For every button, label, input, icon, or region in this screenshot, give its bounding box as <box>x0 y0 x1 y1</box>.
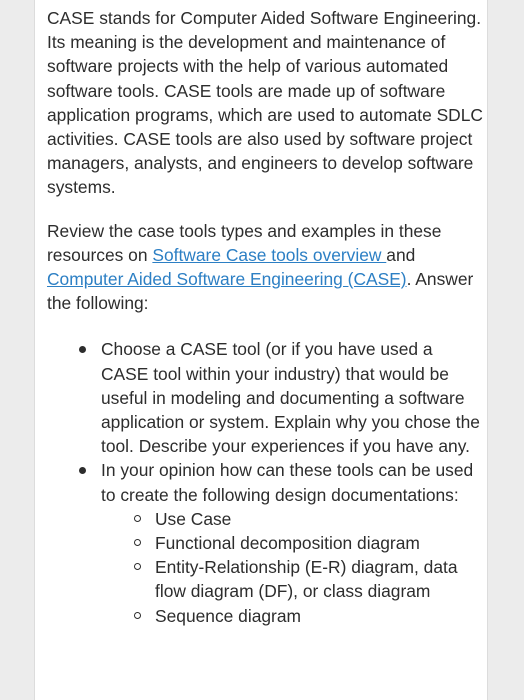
instructions-text-after: . Answer the following: <box>47 269 474 314</box>
sub-item-use-case: Use Case <box>155 507 483 531</box>
instructions-text-between: and <box>386 244 416 265</box>
instructions-paragraph <box>47 219 483 316</box>
question-item-design-docs <box>101 458 483 627</box>
sub-item-sequence-diagram: Sequence diagram <box>155 604 483 628</box>
document-content <box>47 6 483 628</box>
design-docs-sublist <box>101 507 483 628</box>
intro-paragraph: CASE stands for Computer Aided Software Engineering. Its meaning is the development and maintenance of software projects with the help of various automated software tools. CASE tools are made up of software application programs, which are used to automate SDLC activities. CASE tools are also used by software project managers, analysts, and engineers to develop software systems. <box>47 8 483 198</box>
computer-aided-software-engineering-link[interactable]: Computer Aided Software Engineering (CASE) <box>47 269 407 290</box>
sub-item-er-dfd-class: Entity-Relationship (E-R) diagram, data flow diagram (DF), or class diagram <box>155 555 483 603</box>
question-item-choose-tool: Choose a CASE tool (or if you have used a CASE tool within your industry) that would be useful in modeling and documenting a software application or system. Explain why you chose the tool. Describe your experiences if you have any. <box>101 337 483 458</box>
software-case-tools-overview-link[interactable]: Software Case tools overview <box>152 244 387 265</box>
question-list <box>47 337 483 627</box>
sub-item-functional-decomposition: Functional decomposition diagram <box>155 531 483 555</box>
document-page <box>34 0 488 700</box>
instructions-text-before: Review the case tools types and examples in these resources on <box>47 220 442 265</box>
question-item-design-docs-text: In your opinion how can these tools can be used to create the following design documentations: <box>101 460 474 505</box>
